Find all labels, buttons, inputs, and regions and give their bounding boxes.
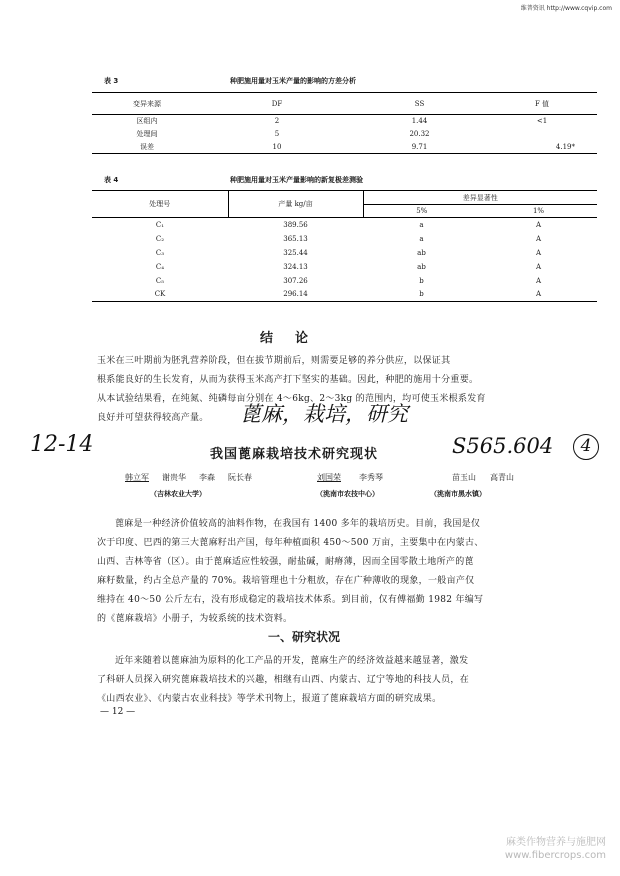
page-number: — 12 — xyxy=(100,707,136,717)
table3-header-f: F 值 xyxy=(487,93,597,115)
author-group-1 xyxy=(125,472,325,483)
table-row xyxy=(92,288,597,302)
author-name: 谢贵华 xyxy=(162,473,186,482)
table3-label: 表 3 xyxy=(104,77,119,85)
table-row xyxy=(92,246,597,260)
conclusion-heading: 结论 xyxy=(260,331,331,346)
paragraph-line: 次于印度、巴西的第三大蓖麻籽出产国，每年种植面积 450～500 万亩，主要集中在内蒙古、 xyxy=(97,538,484,548)
table-cell: 20.32 xyxy=(409,130,430,138)
author-name: 李秀琴 xyxy=(359,473,383,482)
header-source-note: 维普资讯 http://www.cqvip.com xyxy=(520,5,612,12)
table-cell: ab xyxy=(417,248,426,257)
affiliation-3: （洮南市黑水镇） xyxy=(430,490,486,498)
table-cell: b xyxy=(419,290,424,299)
table-cell: C₅ xyxy=(155,276,165,285)
paragraph-line: 麻籽数量，约占全总产量的 70%。栽培管理也十分粗放，存在广种薄收的现象，一般亩产仅 xyxy=(97,576,475,586)
table-cell: ab xyxy=(417,262,426,271)
table-cell: 365.13 xyxy=(283,234,308,243)
table-cell: a xyxy=(419,220,424,229)
table-cell: A xyxy=(535,248,542,257)
table-row xyxy=(92,115,597,128)
author-name: 韩立军 xyxy=(125,473,149,482)
paragraph-line: 近年来随着以蓖麻油为原料的化工产品的开发，蓖麻生产的经济效益越来越显著，激发 xyxy=(115,656,469,666)
table-cell: 区组内 xyxy=(136,117,158,126)
author-name: 高青山 xyxy=(490,473,514,482)
table-cell: C₂ xyxy=(155,234,165,243)
table-cell: 5 xyxy=(274,130,280,138)
handwritten-keywords: 蓖麻，栽培，研究 xyxy=(240,402,408,426)
paragraph-line: 根系能良好的生长发育，从而为获得玉米高产打下坚实的基础。因此，种肥的施用十分重要。 xyxy=(97,375,479,385)
author-name: 刘国荣 xyxy=(317,473,341,482)
paragraph-line: 维持在 40～50 公斤左右，没有形成稳定的栽培技术体系。到目前，仅有傅福勤 1982 年编写 xyxy=(97,595,484,605)
author-group-2 xyxy=(317,472,383,483)
article-title: 我国蓖麻栽培技术研究现状 xyxy=(210,447,379,462)
table-cell: 1.44 xyxy=(411,117,428,126)
table4-header-1pct: 1% xyxy=(480,205,597,218)
table4-header-treatment: 处理号 xyxy=(92,191,228,218)
table-cell: A xyxy=(535,276,542,285)
table-cell: 处理间 xyxy=(136,130,158,138)
paragraph-line: 了科研人员探入研究蓖麻栽培技术的兴趣，相继有山西、内蒙古、辽宁等地的科技人员，在 xyxy=(97,675,470,685)
author-name: 阮长春 xyxy=(228,473,252,482)
intro-paragraph xyxy=(97,515,602,629)
table-cell: a xyxy=(419,234,424,243)
table-row xyxy=(92,260,597,274)
table-cell: b xyxy=(419,276,424,285)
watermark-line: www.fibercrops.com xyxy=(504,850,606,861)
section1-paragraph xyxy=(97,652,602,709)
table4-header-significance: 差异显著性 xyxy=(363,191,597,205)
table-row xyxy=(92,128,597,141)
table-row xyxy=(92,274,597,288)
table-cell: CK xyxy=(154,290,166,299)
paragraph-line: 从本试验结果看，在纯氮、纯磷每亩分别在 4～6kg、2～3kg 的范围内，均可使玉米根系发育 xyxy=(97,394,486,404)
table-cell: 9.71 xyxy=(411,142,428,151)
paragraph-line: 良好并可望获得较高产量。 xyxy=(97,413,209,423)
table4-header-yield: 产量 kg/亩 xyxy=(228,191,363,218)
table-cell: C₁ xyxy=(155,220,165,229)
table-cell: A xyxy=(535,262,542,271)
paragraph-line: 蓖麻是一种经济价值较高的油料作物，在我国有 1400 多年的栽培历史。目前，我国是仅 xyxy=(115,519,481,529)
table-cell xyxy=(487,128,597,141)
handwritten-left-code: 12-14 xyxy=(30,432,94,457)
table3-title: 种肥施用量对玉米产量的影响的方差分析 xyxy=(230,77,356,85)
table-cell: C₄ xyxy=(155,262,165,271)
table-row xyxy=(92,141,597,154)
table-cell: 325.44 xyxy=(283,248,308,257)
author-name: 苗玉山 xyxy=(452,473,476,482)
table-cell: 2 xyxy=(274,117,280,126)
paragraph-line: 玉米在三叶期前为胚乳营养阶段，但在拔节期前后，则需要足够的养分供应，以保证其 xyxy=(97,356,451,366)
table-cell: 4.19* xyxy=(555,142,575,151)
section-heading: 一、研究状况 xyxy=(268,630,341,644)
table-cell: 10 xyxy=(272,142,282,151)
author-name: 李森 xyxy=(199,473,215,482)
paragraph-line: 的《蓖麻栽培》小册子，为较系统的技术资料。 xyxy=(97,614,293,624)
table3-header-df: DF xyxy=(202,93,352,115)
table4 xyxy=(92,190,597,302)
table4-label: 表 4 xyxy=(104,176,119,184)
affiliation-1: （吉林农业大学） xyxy=(150,490,206,498)
table4-title: 种肥施用量对玉米产量影响的新复极差测验 xyxy=(230,176,363,184)
table-row xyxy=(92,232,597,246)
paragraph-line: 山西、吉林等省（区）。由于蓖麻适应性较强，耐盐碱，耐瘠薄，因而全国零散土地所产的蓖 xyxy=(97,557,474,567)
watermark xyxy=(505,836,606,862)
affiliation-2: （洮南市农技中心） xyxy=(316,490,379,498)
table-cell: 324.13 xyxy=(283,262,308,271)
table-cell: 307.26 xyxy=(283,276,308,285)
handwritten-circled-number: 4 xyxy=(573,434,599,460)
table-row xyxy=(92,218,597,232)
watermark-line: 麻类作物营养与施肥网 xyxy=(506,837,606,848)
table-cell: A xyxy=(535,234,542,243)
table3 xyxy=(92,92,597,154)
table3-header-source: 变异来源 xyxy=(92,93,202,115)
table4-header-5pct: 5% xyxy=(363,205,480,218)
table-cell: 296.14 xyxy=(283,290,308,299)
table-cell: A xyxy=(535,220,542,229)
table-cell: 误差 xyxy=(140,142,154,151)
table-cell: C₃ xyxy=(155,248,165,257)
paragraph-line: 《山西农业》、《内蒙古农业科技》等学术刊物上，报道了蓖麻栽培方面的研究成果。 xyxy=(97,694,442,704)
author-group-3 xyxy=(452,472,514,483)
table-cell: 389.56 xyxy=(283,220,308,229)
table3-header-ss: SS xyxy=(352,93,487,115)
handwritten-classification: S565.604 xyxy=(452,434,554,458)
table-cell: A xyxy=(535,290,542,299)
table-cell: <1 xyxy=(536,117,548,126)
